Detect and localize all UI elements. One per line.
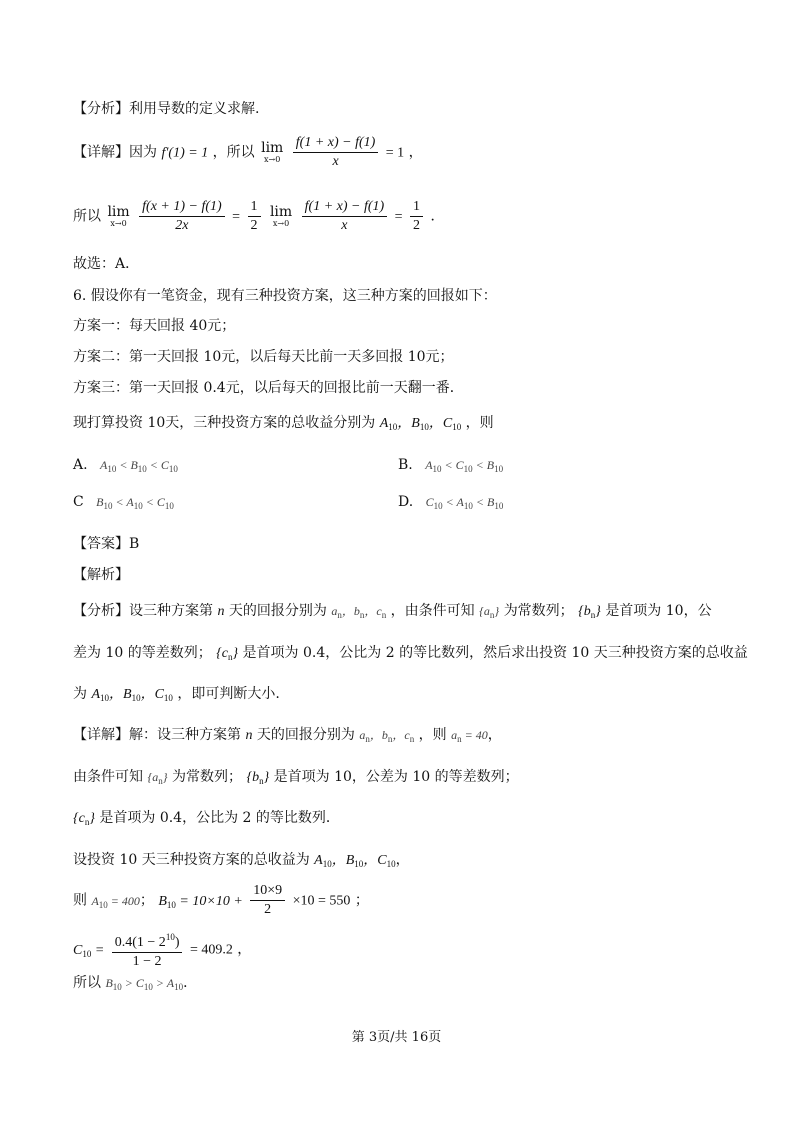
math-fraction-half: $\frac{1}{2}$ bbox=[410, 198, 423, 235]
math-n: n bbox=[245, 728, 253, 743]
therefore-end: ． bbox=[430, 208, 445, 225]
math-cn-set: $\{c_n\}$ bbox=[216, 646, 239, 662]
math-sums: $A_{10}$，$B_{10}$，$C_{10}$ bbox=[91, 687, 173, 703]
math-bn-set: $\{b_n\}$ bbox=[246, 770, 270, 786]
math-sums: $A_{10}$，$B_{10}$，$C_{10}$ bbox=[314, 853, 396, 869]
text: 由条件可知 bbox=[73, 769, 143, 785]
text: 为 bbox=[73, 686, 87, 702]
analysis2-line-1 bbox=[73, 601, 712, 625]
therefore-prefix: 所以 bbox=[73, 208, 101, 225]
option-c[interactable]: C $B_{10} < A_{10} < C_{10}$ bbox=[73, 494, 174, 511]
text: ，由条件可知 bbox=[390, 603, 475, 619]
text: ，即可判断大小. bbox=[177, 686, 280, 702]
math-sums: $A_{10}$，$B_{10}$，$C_{10}$ bbox=[379, 416, 462, 432]
answer-line: 【答案】B bbox=[73, 536, 140, 552]
text: ，则 bbox=[418, 727, 447, 743]
text: ； bbox=[354, 892, 369, 909]
text: 【详解】解：设三种方案第 bbox=[73, 727, 241, 743]
page-footer: 第 3页/共 16页 bbox=[351, 1030, 442, 1045]
analysis2-line-2 bbox=[73, 643, 748, 667]
math-an-set: $\{a_n\}$ bbox=[147, 770, 168, 786]
math-lim: lim x→0 bbox=[107, 203, 130, 228]
analysis-line-1: 【分析】利用导数的定义求解. bbox=[73, 101, 260, 117]
plan-2: 方案二：第一天回报 10元，以后每天比前一天多回报 10元； bbox=[73, 349, 454, 365]
text: 天的回报分别为 bbox=[256, 727, 355, 743]
option-label: A. bbox=[73, 457, 88, 473]
math-a10: $A_{10} = 400$ bbox=[91, 893, 140, 910]
ask-end: ，则 bbox=[465, 415, 494, 431]
choice-line: 故选：A． bbox=[73, 256, 140, 272]
detail-mid: ，所以 bbox=[212, 144, 255, 161]
math-b10: $B_{10} = 10\times 10$ + bbox=[158, 893, 243, 910]
detail2-line-3 bbox=[73, 808, 340, 832]
option-d[interactable]: D. $C_{10} < A_{10} < B_{10}$ bbox=[398, 494, 504, 511]
text: 【分析】设三种方案第 bbox=[73, 603, 213, 619]
text: 设投资 10 天三种投资方案的总收益为 bbox=[73, 852, 310, 868]
text: 是首项为 0.4，公比为 2 的等比数列，然后求出投资 10 天三种投资方案的总收益 bbox=[242, 645, 748, 661]
text: 是首项为 10，公 bbox=[605, 603, 712, 619]
math-fprime: f′(1) = 1 bbox=[161, 145, 209, 161]
question-ask bbox=[73, 413, 494, 437]
math-conclusion: $B_{10} > C_{10} > A_{10}$ bbox=[105, 976, 184, 992]
math-lim: lim x→0 bbox=[269, 203, 293, 228]
math-abc: $a_n$，$b_n$，$c_n$ bbox=[359, 728, 415, 744]
text: 是首项为 10，公差为 10 的等差数列； bbox=[273, 769, 519, 785]
option-label: D. bbox=[398, 494, 414, 510]
option-label: C bbox=[73, 494, 84, 510]
math-bn-set: $\{b_n\}$ bbox=[578, 604, 601, 620]
text: 天的回报分别为 bbox=[228, 603, 327, 619]
detail2-line-6: $C_{10}$ = $\frac{0.4(1 - 2^{10})}{1 - 2}$ = 409.2 ， bbox=[73, 928, 251, 971]
analysis2-line-3 bbox=[73, 684, 280, 708]
jiexi-line: 【解析】 bbox=[73, 567, 129, 583]
math-fraction: $\frac{f(1 + x) - f(1)}{x}$ bbox=[293, 134, 379, 171]
math-c10: $C_{10}$ = bbox=[73, 942, 105, 959]
option-b[interactable]: B. $A_{10} < C_{10} < B_{10}$ bbox=[398, 457, 504, 474]
detail2-line-1: 【详解】解：设三种方案第 n 天的回报分别为 $a_n$，$b_n$，$c_n$ ，则 $a_n = 40$， bbox=[73, 727, 502, 744]
math-abc: $a_n$，$b_n$，$c_n$ bbox=[331, 604, 387, 620]
math-n: n bbox=[217, 604, 225, 619]
text: 是首项为 0.4，公比为 2 的等比数列． bbox=[99, 810, 340, 826]
math-fraction: $\frac{10\times 9}{2}$ bbox=[250, 882, 285, 919]
text: 差为 10 的等差数列； bbox=[73, 645, 212, 661]
text: 为常数列； bbox=[503, 603, 574, 619]
math-an-eq: $a_n = 40$ bbox=[451, 728, 488, 744]
text: ， bbox=[237, 941, 252, 958]
question-stem: 6. 假设你有一笔资金，现有三种投资方案，这三种方案的回报如下： bbox=[73, 288, 497, 304]
math-fraction-half: $\frac{1}{2}$ bbox=[248, 198, 261, 235]
math-lim: lim x→0 bbox=[261, 139, 284, 164]
detail2-line-4: 设投资 10 天三种投资方案的总收益为 $A_{10}$，$B_{10}$，$C_{10}$， bbox=[73, 852, 410, 869]
detail2-line-7: 所以 $B_{10} > C_{10} > A_{10}$． bbox=[73, 975, 198, 992]
detail2-line-2 bbox=[73, 767, 519, 791]
detail-line-1 bbox=[73, 134, 423, 171]
math-an-set: $\{a_n\}$ bbox=[479, 604, 500, 620]
text: 则 bbox=[73, 892, 87, 909]
math-eq: = 1 bbox=[385, 145, 405, 161]
text: 为常数列； bbox=[172, 769, 243, 785]
detail-prefix: 【详解】因为 bbox=[73, 144, 157, 161]
text: 所以 bbox=[73, 975, 101, 991]
detail-end: ， bbox=[408, 144, 423, 161]
math-fraction: $\frac{0.4(1 - 2^{10})}{1 - 2}$ bbox=[112, 928, 183, 971]
ask-prefix: 现打算投资 10天，三种投资方案的总收益分别为 bbox=[73, 415, 376, 431]
option-label: B. bbox=[398, 457, 413, 473]
option-a[interactable]: A. $A_{10} < B_{10} < C_{10}$ bbox=[73, 457, 178, 474]
detail2-line-5: 则 $A_{10} = 400$； $B_{10} = 10\times 10$ + $\frac{10\times 9}{2}$ ×10 = 550 ； bbox=[73, 883, 369, 917]
plan-1: 方案一：每天回报 40元； bbox=[73, 318, 236, 334]
therefore-line-1: 所以 lim x→0 $\frac{f(x + 1) - f(1)}{2x}$ = $\frac{1}{2}$ lim x→0 $\frac{f(1 + x) - f(1)}{x}$ = $\frac{1}{2}$ ． bbox=[73, 199, 445, 233]
math-cn-set: $\{c_n\}$ bbox=[73, 811, 95, 827]
plan-3: 方案三：第一天回报 0.4元，以后每天的回报比前一天翻一番． bbox=[73, 380, 464, 396]
math-fraction: $\frac{f(1 + x) - f(1)}{x}$ bbox=[302, 198, 388, 235]
math-fraction: $\frac{f(x + 1) - f(1)}{2x}$ bbox=[139, 198, 225, 235]
